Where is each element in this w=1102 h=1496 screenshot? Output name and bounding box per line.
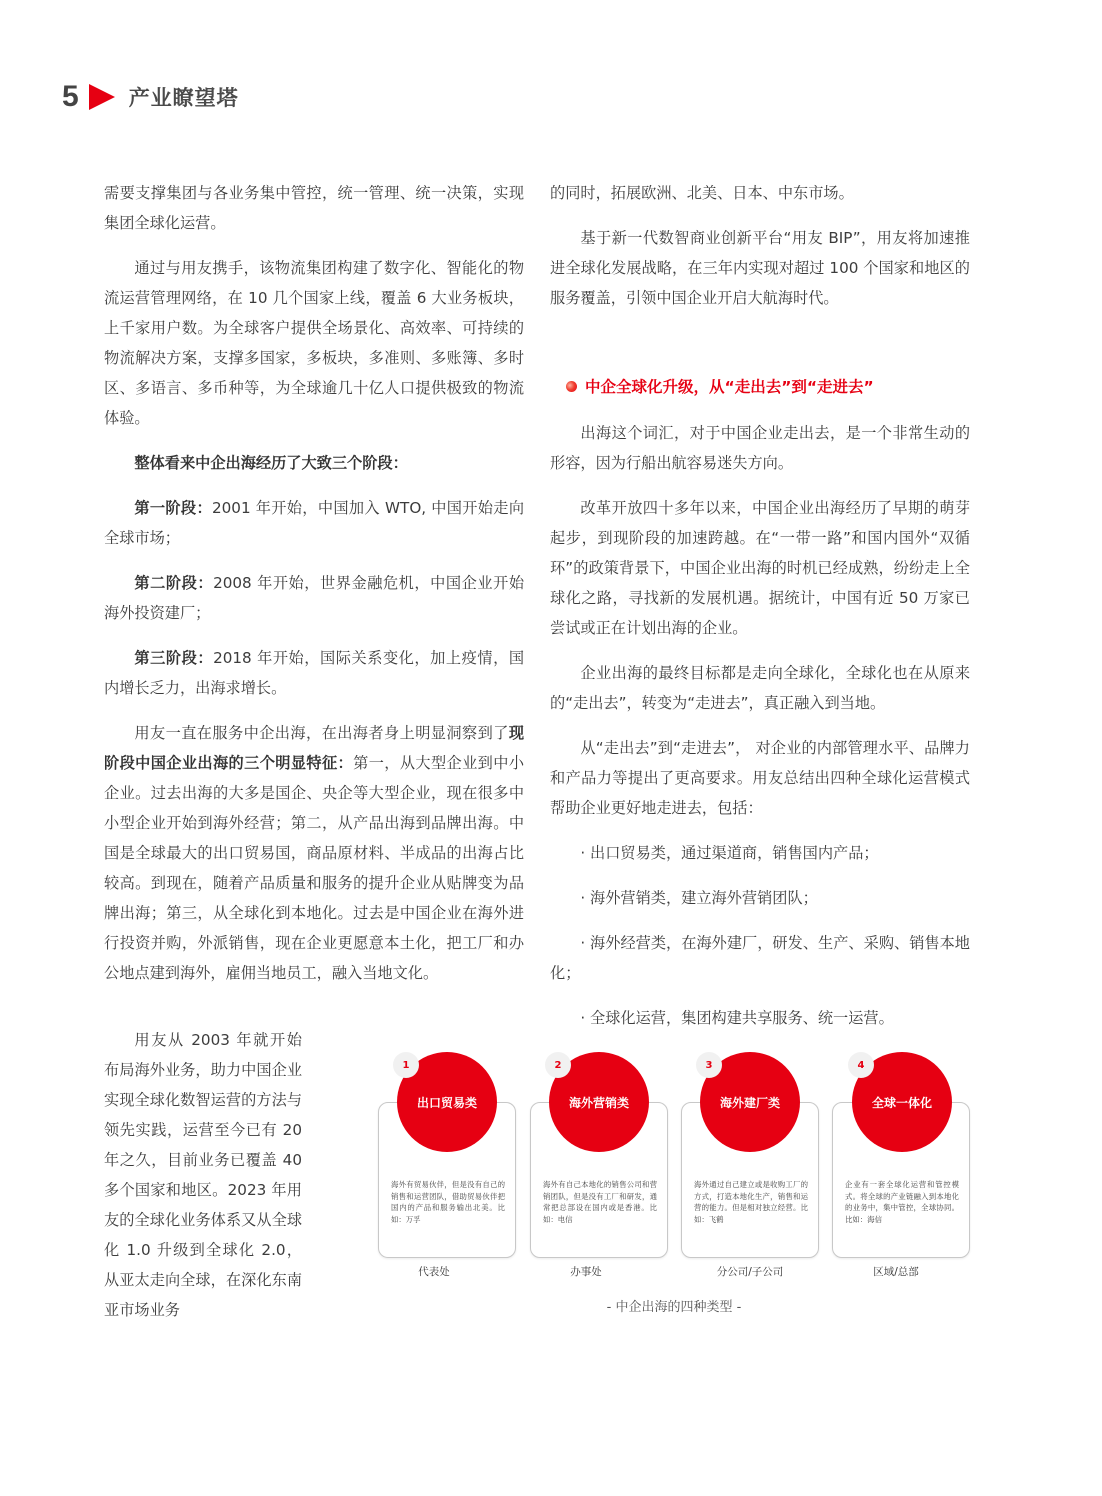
card-description: 海外有贸易伙伴，但是没有自己的销售和运营团队，借助贸易伙伴把国内的产品和服务输出北美。比如：万孚 xyxy=(391,1180,505,1224)
stages-intro: 整体看来中企出海经历了大致三个阶段： xyxy=(134,454,408,472)
stage-3 xyxy=(104,643,524,703)
card-description: 海外有自己本地化的销售公司和营销团队，但是没有工厂和研发，通常把总部设在国内或是香港。比如：电信 xyxy=(543,1180,657,1224)
paragraph: 改革开放四十多年以来，中国企业出海经历了早期的萌芽起步，到现阶段的加速跨越。在“一带一路”和国内国外“双循环”的政策背景下，中国企业出海的时机已经成熟，纷纷走上全球化之路，寻找新的发展机遇。据统计，中国有近 50 万家已尝试或正在计划出海的企业。 xyxy=(550,499,970,637)
stage-2 xyxy=(104,568,524,628)
features-paragraph xyxy=(104,718,524,988)
type-circle-3: 海外建厂类 xyxy=(700,1052,800,1152)
type-label: 办事处 xyxy=(570,1266,602,1278)
paragraph: 企业出海的最终目标都是走向全球化，全球化也在从原来的“走出去”，转变为“走进去”，真正融入到当地。 xyxy=(550,664,970,712)
diagram-caption: - 中企出海的四种类型 - xyxy=(606,1300,742,1315)
number-badge: 3 xyxy=(696,1052,722,1078)
stage-text: 2018 年开始，国际关系变化，加上疫情，国内增长乏力，出海求增长。 xyxy=(104,649,525,697)
list-item: · 海外营销类，建立海外营销团队； xyxy=(580,889,818,907)
section-title: 产业瞭望塔 xyxy=(128,85,239,110)
stage-label: 第三阶段： xyxy=(134,649,214,667)
card-description: 企业有一套全球化运营和管控模式。将全球的产业链融入到本地化的业务中，集中管控，全球协同。比如：海信 xyxy=(845,1180,959,1224)
type-circle-2: 海外营销类 xyxy=(549,1052,649,1152)
play-arrow-icon xyxy=(89,84,115,110)
list-item: · 出口贸易类，通过渠道商，销售国内产品； xyxy=(580,844,879,862)
stage-1 xyxy=(104,493,524,553)
list-item: · 全球化运营，集团构建共享服务、统一运营。 xyxy=(580,1009,894,1027)
paragraph: 需要支撑集团与各业务集中管控，统一管理、统一决策，实现集团全球化运营。 xyxy=(104,184,524,232)
right-column-body xyxy=(550,418,970,1048)
list-item: · 海外经营类，在海外建厂，研发、生产、采购、销售本地化； xyxy=(550,934,970,982)
stage-label: 第二阶段： xyxy=(134,574,214,592)
number-badge: 2 xyxy=(545,1052,571,1078)
bold-emphasis: 现阶段中国企业出海的三个明显特征： xyxy=(104,724,524,772)
subsection-heading-text: 中企全球化升级，从“走出去”到“走进去” xyxy=(585,378,874,396)
paragraph: 通过与用友携手，该物流集团构建了数字化、智能化的物流运营管理网络，在 10 几个国家上线，覆盖 6 大业务板块，上千家用户数。为全球客户提供全场景化、高效率、可持续的物流解决方案，支撑多国家，多板块，多准则、多账簿、多时区、多语言、多币种等，为全球逾几十亿人口提供极致的物流体验。 xyxy=(104,259,524,427)
paragraph: 出海这个词汇，对于中国企业走出去，是一个非常生动的形容，因为行船出航容易迷失方向。 xyxy=(550,424,970,472)
subsection-heading xyxy=(566,375,874,397)
paragraph: 基于新一代数智商业创新平台“用友 BIP”，用友将加速推进全球化发展战略，在三年内实现对超过 100 个国家和地区的服务覆盖，引领中国企业开启大航海时代。 xyxy=(550,229,970,307)
four-types-diagram xyxy=(376,1050,972,1320)
type-label: 代表处 xyxy=(418,1266,450,1278)
page-header xyxy=(62,80,239,114)
bullet-dot-icon xyxy=(566,381,577,392)
number-badge: 4 xyxy=(848,1052,874,1078)
number-badge: 1 xyxy=(393,1052,419,1078)
page-number: 5 xyxy=(62,80,79,113)
left-column-narrow xyxy=(104,1025,302,1340)
type-label: 区域/总部 xyxy=(873,1266,919,1278)
text-lead: 用友一直在服务中企出海，在出海者身上明显洞察到了 xyxy=(134,724,509,742)
type-label: 分公司/子公司 xyxy=(716,1266,784,1278)
stage-text: 2001 年开始，中国加入 WTO, 中国开始走向全球市场； xyxy=(104,499,525,547)
paragraph: 用友从 2003 年就开始布局海外业务，助力中国企业实现全球化数智运营的方法与领先实践，运营至今已有 20 年之久，目前业务已覆盖 40 多个国家和地区。2023 年用友的全球化业务体系又从全球化 1.0 升级到全球化 2.0，从亚太走向全球，在深化东南亚市场业务 xyxy=(104,1031,302,1319)
type-circle-1: 出口贸易类 xyxy=(397,1052,497,1152)
left-column xyxy=(104,178,524,1003)
text-rest: 第一，从大型企业到中小企业。过去出海的大多是国企、央企等大型企业，现在很多中小型企业开始到海外经营；第二，从产品出海到品牌出海。中国是全球最大的出口贸易国，商品原材料、半成品的出海占比较高。到现在，随着产品质量和服务的提升企业从贴牌变为品牌出海；第三，从全球化到本地化。过去是中国企业在海外进行投资并购，外派销售，现在企业更愿意本土化，把工厂和办公地点建到海外，雇佣当地员工，融入当地文化。 xyxy=(104,754,525,982)
paragraph: 的同时，拓展欧洲、北美、日本、中东市场。 xyxy=(550,184,854,202)
stage-text: 2008 年开始，世界金融危机，中国企业开始海外投资建厂； xyxy=(104,574,525,622)
stage-label: 第一阶段： xyxy=(134,499,212,517)
right-column xyxy=(550,178,970,328)
card-description: 海外通过自己建立或是收购工厂的方式，打造本地化生产，销售和运营的能力。但是相对独立经营。比如：飞鹤 xyxy=(694,1180,808,1224)
type-circle-4: 全球一体化 xyxy=(852,1052,952,1152)
paragraph: 从“走出去”到“走进去”， 对企业的内部管理水平、品牌力和产品力等提出了更高要求。用友总结出四种全球化运营模式帮助企业更好地走进去，包括： xyxy=(550,739,970,817)
